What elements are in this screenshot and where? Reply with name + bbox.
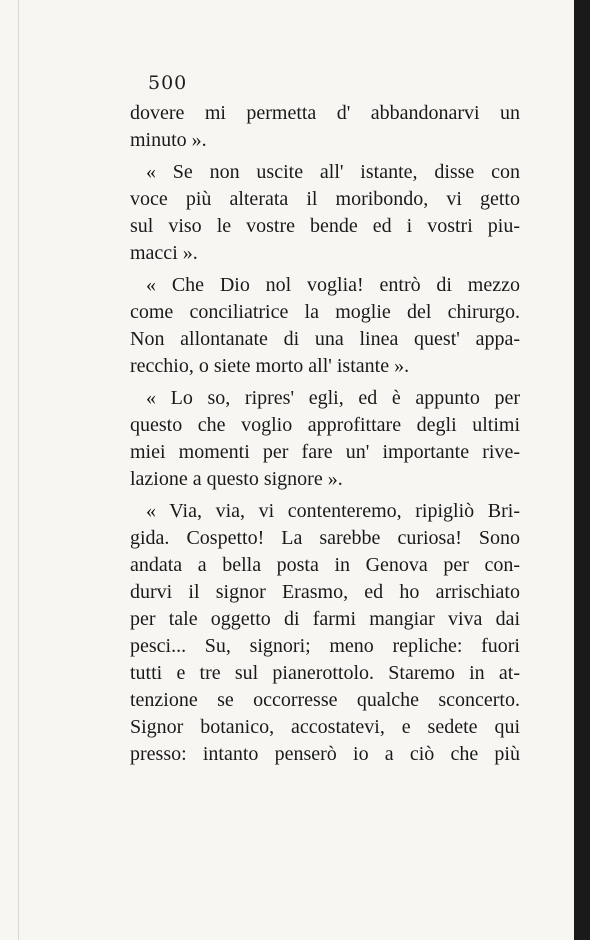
text-line: macci ». (130, 242, 198, 264)
text-line: Signor botanico, accostatevi, e sedete qui (130, 716, 520, 738)
text-line: miei momenti per fare un' importante rive- (130, 441, 520, 463)
text-line: gida. Cospetto! La sarebbe curiosa! Sono (130, 527, 520, 549)
text-line: lazione a questo signore ». (130, 468, 343, 490)
text-line: questo che voglio approfittare degli ultimi (130, 414, 520, 436)
text-line: « Lo so, ripres' egli, ed è appunto per (146, 387, 520, 409)
text-line: sul viso le vostre bende ed i vostri piu- (130, 215, 520, 237)
body-text (130, 100, 520, 768)
text-line: come conciliatrice la moglie del chirurgo. (130, 301, 520, 323)
page-left-rule (18, 0, 19, 940)
text-line: per tale oggetto di farmi mangiar viva dai (130, 608, 520, 630)
text-line: tenzione se occorresse qualche sconcerto. (130, 689, 520, 711)
text-line: pesci... Su, signori; meno repliche: fuori (130, 635, 520, 657)
text-line: « Che Dio nol voglia! entrò di mezzo (146, 274, 520, 296)
text-line: voce più alterata il moribondo, vi getto (130, 188, 520, 210)
text-line: durvi il signor Erasmo, ed ho arrischiato (130, 581, 520, 603)
page-binding-edge (574, 0, 590, 940)
text-line: minuto ». (130, 129, 207, 151)
text-line: Non allontanate di una linea quest' appa- (130, 328, 520, 350)
text-line: « Via, via, vi contenteremo, ripigliò Bri- (146, 500, 520, 522)
text-line: « Se non uscite all' istante, disse con (146, 161, 520, 183)
text-line: recchio, o siete morto all' istante ». (130, 355, 410, 377)
text-line: dovere mi permetta d' abbandonarvi un (130, 102, 520, 124)
text-line: tutti e tre sul pianerottolo. Staremo in at- (130, 662, 520, 684)
text-line: andata a bella posta in Genova per con- (130, 554, 520, 576)
text-line: presso: intanto penserò io a ciò che più (130, 743, 520, 765)
page-number: 500 (148, 72, 188, 94)
